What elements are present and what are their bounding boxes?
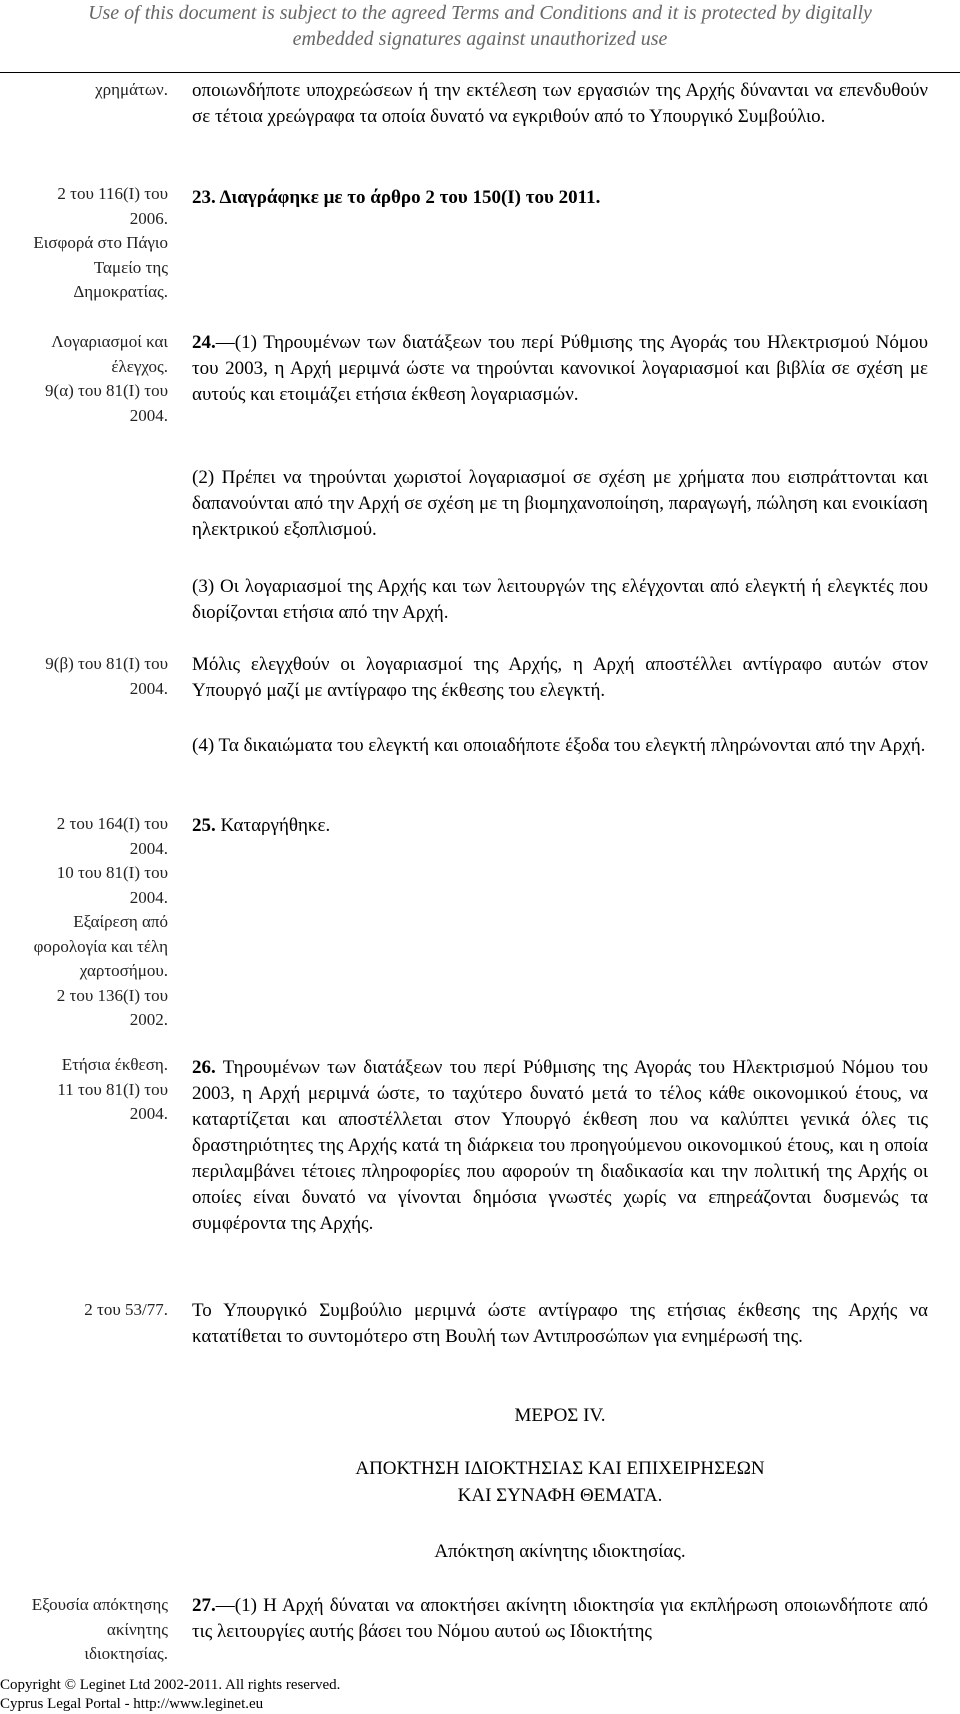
section-24-2: (2) Πρέπει να τηρούνται χωριστοί λογαριασμοί σε σχέση με χρήματα που εισπράττονται και δαπανούνται από την Αρχή σε σχέση με τη βιομηχανοποίηση, παραγωγή, πώληση και ενοικίαση ηλεκτρικού εξοπλισμού. bbox=[192, 467, 928, 540]
footer bbox=[0, 1676, 600, 1714]
margin-note: Ετήσια έκθεση. 11 του 81(Ι) του 2004. bbox=[57, 1055, 168, 1123]
section-27 bbox=[192, 1593, 928, 1645]
paragraph-continuation: οποιωνδήποτε υποχρεώσεων ή την εκτέλεση των εργασιών της Αρχής δύνανται να επενδυθούν σε τέτοια χρεώγραφα τα οποία δυνατό να εγκριθούν από το Υπουργικό Συμβούλιο. bbox=[192, 80, 928, 127]
section-number: 24. bbox=[192, 332, 216, 353]
footer-portal: Cyprus Legal Portal - http://www.leginet.eu bbox=[0, 1696, 264, 1712]
footer-copyright: Copyright © Leginet Ltd 2002-2011. All rights reserved. bbox=[0, 1677, 341, 1693]
watermark-line-2: embedded signatures against unauthorized use bbox=[292, 28, 668, 50]
section-number: 25. bbox=[192, 815, 216, 836]
part-subtitle-2: ΚΑΙ ΣΥΝΑΦΗ ΘΕΜΑΤΑ. bbox=[457, 1485, 663, 1506]
section-26 bbox=[192, 1055, 928, 1237]
margin-note: χρημάτων. bbox=[95, 80, 168, 99]
margin-note: 2 του 53/77. bbox=[84, 1300, 168, 1319]
watermark-header bbox=[0, 0, 960, 52]
part-subtitle-1: ΑΠΟΚΤΗΣΗ ΙΔΙΟΚΤΗΣΙΑΣ ΚΑΙ ΕΠΙΧΕΙΡΗΣΕΩΝ bbox=[355, 1458, 765, 1479]
margin-note: Εξουσία απόκτησης ακίνητης ιδιοκτησίας. bbox=[31, 1595, 168, 1663]
watermark-line-1: Use of this document is subject to the agreed Terms and Conditions and it is protected by digitally bbox=[88, 2, 872, 24]
section-23: 23. Διαγράφηκε με το άρθρο 2 του 150(Ι) του 2011. bbox=[192, 187, 601, 208]
section-24-1 bbox=[192, 330, 928, 408]
section-number: 27. bbox=[192, 1595, 216, 1616]
section-heading: Απόκτηση ακίνητης ιδιοκτησίας. bbox=[434, 1541, 686, 1562]
section-text: —(1) Τηρουμένων των διατάξεων του περί Ρύθμισης της Αγοράς του Ηλεκτρισμού Νόμου του 2003, η Αρχή μεριμνά ώστε να τηρούνται κανονικοί λογαριασμοί και βιβλία σε σχέση με αυτούς και ετοιμάζει ετήσια έκθεση λογαριασμών. bbox=[192, 332, 928, 405]
section-26-b: Το Υπουργικό Συμβούλιο μεριμνά ώστε αντίγραφο της ετήσιας έκθεσης της Αρχής να κατατίθεται το συντομότερο στη Βουλή των Αντιπροσώπων για ενημέρωσή της. bbox=[192, 1300, 928, 1347]
section-number: 26. bbox=[192, 1057, 216, 1078]
section-text: —(1) Η Αρχή δύναται να αποκτήσει ακίνητη ιδιοκτησία για εκπλήρωση οποιωνδήποτε από τις λειτουργίες αυτής βάσει του Νόμου αυτού ως Ιδιοκτήτης bbox=[192, 1595, 928, 1642]
section-24-4: (4) Τα δικαιώματα του ελεγκτή και οποιαδήποτε έξοδα του ελεγκτή πληρώνονται από την Αρχή. bbox=[192, 735, 926, 756]
margin-note: 2 του 164(Ι) του 2004. 10 του 81(Ι) του 2004. Εξαίρεση από φορολογία και τέλη χαρτοσήμου. 2 του 136(Ι) του 2002. bbox=[33, 814, 168, 1029]
section-text: Τηρουμένων των διατάξεων του περί Ρύθμισης της Αγοράς του Ηλεκτρισμού Νόμου του 2003, η Αρχή μεριμνά ώστε, το ταχύτερο δυνατό μετά το τέλος κάθε οικονομικού έτους, να καταρτίζεται και αποστέλλεται στον Υπουργό έκθεση που να καλύπτει γενικά όλες τις δραστηριότητες της Αρχής κατά τη διάρκεια του προηγούμενου οικονομικού έτους, και η οποία περιλαμβάνει τέτοιες πληροφορίες που αφορούν τη διαδικασία και την πολιτική της Αρχής οι οποίες είναι δυνατό να γίνονται δημόσια γνωστές χωρίς να επηρεάζονται δυσμενώς τα συμφέροντα της Αρχής. bbox=[192, 1057, 928, 1234]
margin-note: 9(β) του 81(Ι) του 2004. bbox=[45, 654, 168, 698]
part-title: ΜΕΡΟΣ IV. bbox=[514, 1405, 606, 1426]
section-text: Καταργήθηκε. bbox=[215, 815, 331, 836]
margin-note: Λογαριασμοί και έλεγχος. 9(α) του 81(Ι) του 2004. bbox=[45, 332, 168, 425]
section-25 bbox=[192, 813, 928, 839]
margin-note: 2 του 116(Ι) του 2006. Εισφορά στο Πάγιο Ταμείο της Δημοκρατίας. bbox=[33, 184, 168, 301]
section-24-3: (3) Οι λογαριασμοί της Αρχής και των λειτουργών της ελέγχονται από ελεγκτή ή ελεγκτές που διορίζονται ετήσια από την Αρχή. bbox=[192, 576, 928, 623]
section-24-3b: Μόλις ελεγχθούν οι λογαριασμοί της Αρχής, η Αρχή αποστέλλει αντίγραφο αυτών στον Υπουργό μαζί με αντίγραφο της έκθεσης του ελεγκτή. bbox=[192, 654, 928, 701]
top-rule bbox=[0, 72, 960, 73]
